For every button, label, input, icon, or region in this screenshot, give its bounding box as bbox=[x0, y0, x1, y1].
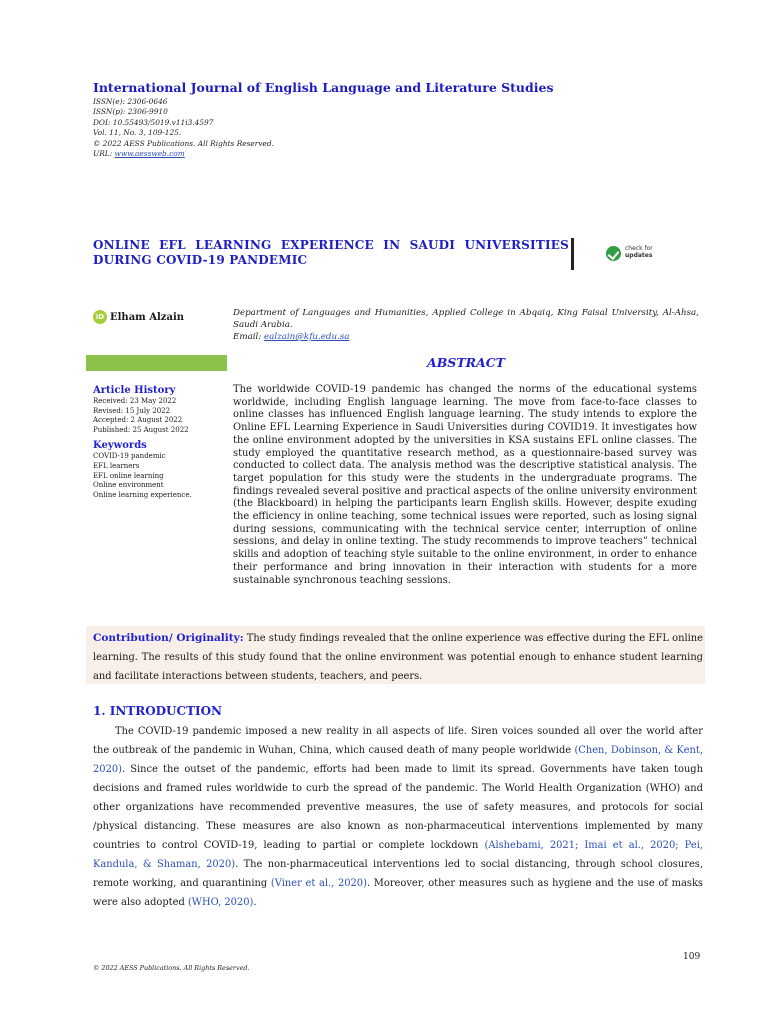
citation-link[interactable]: (Viner et al., 2020) bbox=[270, 878, 367, 889]
affiliation-text: Department of Languages and Humanities, Applied College in Abqaiq, King Faisal University, Al-Ahsa, Saudi Arabia. bbox=[233, 308, 699, 330]
title-divider bbox=[571, 238, 574, 270]
citation-link[interactable]: (Alshebami, 2021; Imai et al., 2020; Pei, Kandula, & Shaman, 2020) bbox=[93, 840, 703, 870]
check-for-updates-label bbox=[625, 245, 653, 259]
keyword-item: Online learning experience. bbox=[93, 490, 192, 499]
intro-text-1: The COVID-19 pandemic imposed a new reality in all aspects of life. Siren voices sounded all over the world after the outbreak of the pandemic in Wuhan, China, which caused death of many people worldwide bbox=[93, 726, 703, 756]
intro-text-3: . The non-pharmaceutical interventions led to social distancing, through school closures, remote working, and quarantining bbox=[93, 859, 703, 889]
keyword-item: COVID-19 pandemic bbox=[93, 452, 166, 461]
intro-text-4: . Moreover, other measures such as hygiene and the use of masks were also adopted bbox=[93, 878, 703, 908]
keywords-heading: Keywords bbox=[93, 440, 147, 452]
article-sidebar bbox=[93, 384, 228, 500]
intro-text-2: . Since the outset of the pandemic, efforts had been made to limit its spread. Governments have taken tough decisions and framed rules worldwide to curb the spread of the pandemic. The World Health Organization (WHO) and other organizations have recommended preventive measures, the use of safety measures, and protocols for social /physical distancing. These measures are also known as non-pharmaceutical interventions implemented by many countries to control COVID-19, leading to partial or complete lockdown bbox=[93, 764, 703, 851]
author-email-link[interactable]: ealzain@kfu.edu.sa bbox=[264, 332, 350, 342]
journal-url-link[interactable]: www.aessweb.com bbox=[114, 149, 185, 159]
sidebar-accent-bar bbox=[86, 355, 227, 371]
published-date: Published: 25 August 2022 bbox=[93, 425, 189, 434]
issn-e: ISSN(e): 2306-0646 bbox=[93, 97, 168, 106]
url-line bbox=[93, 149, 274, 159]
journal-meta bbox=[93, 97, 274, 159]
check-icon bbox=[606, 246, 621, 261]
author-email-line bbox=[233, 331, 699, 343]
keyword-item: Online environment bbox=[93, 481, 164, 490]
contribution-paragraph bbox=[93, 629, 703, 686]
orcid-icon[interactable]: iD bbox=[93, 310, 107, 324]
contribution-label: Contribution/ Originality: bbox=[93, 632, 244, 644]
badge-line1: check for bbox=[625, 245, 653, 252]
abstract-heading: ABSTRACT bbox=[427, 355, 505, 370]
check-for-updates-badge[interactable] bbox=[606, 244, 654, 262]
badge-line2: updates bbox=[625, 252, 653, 259]
contribution-text: The study findings revealed that the online experience was effective during the EFL online learning. The results of this study found that the online environment was potential enough to enhance student learning and facilitate interactions between students, teachers, and peers. bbox=[93, 633, 703, 682]
url-label: URL: bbox=[93, 149, 115, 159]
revised-date: Revised: 15 July 2022 bbox=[93, 406, 171, 415]
abstract-text: The worldwide COVID-19 pandemic has changed the norms of the educational systems worldwide, including English language learning. The move from face-to-face classes to online classes has influenced English language learning. The study intends to explore the Online EFL Learning Experience in Saudi Universities during COVID19. It investigates how the online environment adopted by the universities in KSA sustains EFL online classes. The study employed the quantitative research method, as a questionnaire-based survey was conducted to collect data. The analysis method was the descriptive statistical analysis. The target population for this study were the students in the undergraduate programs. The findings revealed several positive and practical aspects of the online university environment (the Blackboard) in helping the participants learn English skills. However, despite exuding the efficiency in online teaching, some technical issues were reported, such as losing signal during sessions, communicating with the technical service center, interruption of online sessions, and delay in online texting. The study recommends to improve teachers” technical skills and adoption of teaching style suitable to the online environment, in order to enhance their performance and bring innovation in their interaction with students for a more sustainable synchronous teaching sessions. bbox=[233, 384, 697, 586]
citation-link[interactable]: (Chen, Dobinson, & Kent, 2020) bbox=[93, 745, 703, 775]
received-date: Received: 23 May 2022 bbox=[93, 397, 177, 405]
intro-text-5: . bbox=[253, 897, 257, 908]
article-history-heading: Article History bbox=[93, 385, 176, 396]
keyword-item: EFL learners bbox=[93, 461, 140, 470]
footer-copyright: © 2022 AESS Publications. All Rights Reserved. bbox=[93, 964, 250, 972]
author-affiliation bbox=[233, 307, 699, 343]
paper-title: ONLINE EFL LEARNING EXPERIENCE IN SAUDI UNIVERSITIES DURING COVID-19 PANDEMIC bbox=[93, 238, 569, 267]
accepted-date: Accepted: 2 August 2022 bbox=[93, 416, 183, 425]
author-name: Elham Alzain bbox=[110, 312, 185, 323]
header-copyright: © 2022 AESS Publications. All Rights Reserved. bbox=[93, 138, 274, 148]
volume: Vol. 11, No. 3, 109-125. bbox=[93, 128, 182, 138]
contribution-box bbox=[86, 626, 705, 684]
doi: DOI: 10.55493/5019.v11i3.4597 bbox=[93, 117, 214, 127]
introduction-paragraph bbox=[93, 722, 703, 912]
email-label: Email: bbox=[233, 332, 265, 342]
journal-title: International Journal of English Language and Literature Studies bbox=[93, 80, 554, 95]
citation-link[interactable]: (WHO, 2020) bbox=[187, 897, 254, 908]
keyword-item: EFL online learning bbox=[93, 471, 164, 480]
issn-p: ISSN(p): 2306-9910 bbox=[93, 107, 168, 117]
introduction-heading: 1. INTRODUCTION bbox=[93, 704, 223, 718]
page-number: 109 bbox=[683, 952, 701, 962]
